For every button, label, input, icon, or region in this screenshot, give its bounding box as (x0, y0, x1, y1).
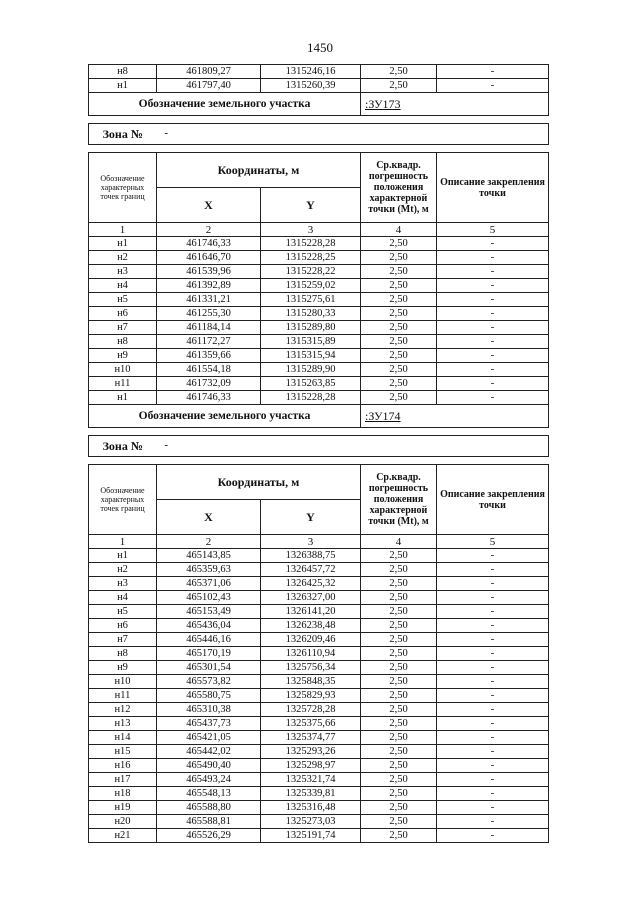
table-row (89, 633, 549, 647)
table-row (89, 563, 549, 577)
parcel-label: Обозначение земельного участка (89, 93, 361, 116)
column-number-row (89, 535, 549, 549)
header-row (89, 153, 549, 188)
error-cell: 2,50 (361, 237, 437, 251)
x-cell: 465548,13 (157, 787, 261, 801)
y-cell: 1315275,61 (261, 293, 361, 307)
table-row (89, 251, 549, 265)
x-cell: 465493,24 (157, 773, 261, 787)
point-cell: н8 (89, 65, 157, 79)
error-cell: 2,50 (361, 293, 437, 307)
header-error: Ср.квадр. погрешность положения характерной точки (Mt), м (361, 153, 437, 223)
description-cell: - (437, 591, 549, 605)
header-description: Описание закрепления точки (437, 153, 549, 223)
error-cell: 2,50 (361, 335, 437, 349)
header-point: Обозначение характерных точек границ (89, 465, 157, 535)
y-cell: 1315260,39 (261, 79, 361, 93)
table-row (89, 689, 549, 703)
error-cell: 2,50 (361, 703, 437, 717)
point-cell: н3 (89, 577, 157, 591)
x-cell: 461646,70 (157, 251, 261, 265)
description-cell: - (437, 79, 549, 93)
y-cell: 1325316,48 (261, 801, 361, 815)
point-cell: н8 (89, 647, 157, 661)
description-cell: - (437, 675, 549, 689)
spacer-cell (89, 428, 549, 436)
y-cell: 1326238,48 (261, 619, 361, 633)
column-number: 2 (157, 223, 261, 237)
y-cell: 1326457,72 (261, 563, 361, 577)
point-cell: н21 (89, 829, 157, 843)
y-cell: 1325375,66 (261, 717, 361, 731)
column-number: 1 (89, 223, 157, 237)
header-y: Y (261, 500, 361, 535)
point-cell: н6 (89, 619, 157, 633)
point-cell: н19 (89, 801, 157, 815)
spacer-cell (89, 116, 549, 124)
x-cell: 461255,30 (157, 307, 261, 321)
point-cell: н8 (89, 335, 157, 349)
x-cell: 465102,43 (157, 591, 261, 605)
error-cell: 2,50 (361, 717, 437, 731)
error-cell: 2,50 (361, 675, 437, 689)
description-cell: - (437, 335, 549, 349)
point-cell: н2 (89, 251, 157, 265)
point-cell: н9 (89, 661, 157, 675)
x-cell: 465310,38 (157, 703, 261, 717)
description-cell: - (437, 759, 549, 773)
table-row (89, 307, 549, 321)
description-cell: - (437, 731, 549, 745)
error-cell: 2,50 (361, 815, 437, 829)
header-coordinates: Координаты, м (157, 465, 361, 500)
y-cell: 1325293,26 (261, 745, 361, 759)
table-row (89, 759, 549, 773)
point-cell: н2 (89, 563, 157, 577)
y-cell: 1325321,74 (261, 773, 361, 787)
point-cell: н6 (89, 307, 157, 321)
page-number: 1450 (307, 40, 333, 55)
table-row (89, 79, 549, 93)
column-number: 4 (361, 535, 437, 549)
point-cell: н7 (89, 633, 157, 647)
header-y: Y (261, 188, 361, 223)
point-cell: н15 (89, 745, 157, 759)
x-cell: 461359,66 (157, 349, 261, 363)
x-cell: 461331,21 (157, 293, 261, 307)
header-error: Ср.квадр. погрешность положения характерной точки (Mt), м (361, 465, 437, 535)
description-cell: - (437, 391, 549, 405)
table-row (89, 605, 549, 619)
x-cell: 465580,75 (157, 689, 261, 703)
point-cell: н14 (89, 731, 157, 745)
error-cell: 2,50 (361, 349, 437, 363)
error-cell: 2,50 (361, 773, 437, 787)
x-cell: 461809,27 (157, 65, 261, 79)
error-cell: 2,50 (361, 65, 437, 79)
spacer-row (89, 145, 549, 153)
x-cell: 465490,40 (157, 759, 261, 773)
description-cell: - (437, 293, 549, 307)
column-number: 5 (437, 535, 549, 549)
x-cell: 461184,14 (157, 321, 261, 335)
y-cell: 1326388,75 (261, 549, 361, 563)
description-cell: - (437, 549, 549, 563)
point-cell: н12 (89, 703, 157, 717)
column-number: 3 (261, 223, 361, 237)
table-row (89, 293, 549, 307)
point-cell: н17 (89, 773, 157, 787)
description-cell: - (437, 577, 549, 591)
y-cell: 1315228,22 (261, 265, 361, 279)
zone-row (89, 436, 549, 457)
y-cell: 1315259,02 (261, 279, 361, 293)
zone-label: Зона № (89, 124, 157, 145)
table-row (89, 577, 549, 591)
table-row (89, 661, 549, 675)
y-cell: 1325191,74 (261, 829, 361, 843)
y-cell: 1315280,33 (261, 307, 361, 321)
description-cell: - (437, 65, 549, 79)
point-cell: н4 (89, 279, 157, 293)
table-row (89, 815, 549, 829)
spacer-cell (89, 145, 549, 153)
point-cell: н1 (89, 237, 157, 251)
table-row (89, 363, 549, 377)
y-cell: 1325273,03 (261, 815, 361, 829)
x-cell: 465436,04 (157, 619, 261, 633)
point-cell: н9 (89, 349, 157, 363)
error-cell: 2,50 (361, 759, 437, 773)
description-cell: - (437, 377, 549, 391)
header-point: Обозначение характерных точек границ (89, 153, 157, 223)
parcel-title-row (89, 93, 549, 116)
column-number: 5 (437, 223, 549, 237)
error-cell: 2,50 (361, 265, 437, 279)
description-cell: - (437, 363, 549, 377)
parcel-title-row (89, 405, 549, 428)
error-cell: 2,50 (361, 605, 437, 619)
y-cell: 1315315,94 (261, 349, 361, 363)
error-cell: 2,50 (361, 251, 437, 265)
x-cell: 465143,85 (157, 549, 261, 563)
point-cell: н11 (89, 377, 157, 391)
table-row (89, 591, 549, 605)
description-cell: - (437, 307, 549, 321)
spacer-row (89, 457, 549, 465)
x-cell: 465371,06 (157, 577, 261, 591)
point-cell: н1 (89, 79, 157, 93)
x-cell: 461554,18 (157, 363, 261, 377)
table-row (89, 731, 549, 745)
x-cell: 465446,16 (157, 633, 261, 647)
spacer-cell (89, 457, 549, 465)
column-number: 2 (157, 535, 261, 549)
x-cell: 465437,73 (157, 717, 261, 731)
point-cell: н11 (89, 689, 157, 703)
description-cell: - (437, 265, 549, 279)
point-cell: н4 (89, 591, 157, 605)
y-cell: 1325829,93 (261, 689, 361, 703)
spacer-row (89, 428, 549, 436)
table-row (89, 829, 549, 843)
point-cell: н20 (89, 815, 157, 829)
table-row (89, 675, 549, 689)
x-cell: 465442,02 (157, 745, 261, 759)
point-cell: н1 (89, 549, 157, 563)
x-cell: 465153,49 (157, 605, 261, 619)
description-cell: - (437, 717, 549, 731)
description-cell: - (437, 745, 549, 759)
zone-label: Зона № (89, 436, 157, 457)
description-cell: - (437, 661, 549, 675)
error-cell: 2,50 (361, 279, 437, 293)
header-x: X (157, 500, 261, 535)
header-coordinates: Координаты, м (157, 153, 361, 188)
description-cell: - (437, 349, 549, 363)
point-cell: н16 (89, 759, 157, 773)
point-cell: н10 (89, 675, 157, 689)
description-cell: - (437, 787, 549, 801)
error-cell: 2,50 (361, 731, 437, 745)
error-cell: 2,50 (361, 563, 437, 577)
x-cell: 465573,82 (157, 675, 261, 689)
column-number: 1 (89, 535, 157, 549)
y-cell: 1315289,90 (261, 363, 361, 377)
description-cell: - (437, 633, 549, 647)
point-cell: н5 (89, 293, 157, 307)
y-cell: 1315315,89 (261, 335, 361, 349)
x-cell: 461746,33 (157, 237, 261, 251)
parcel-cadastral-number: :ЗУ174 (361, 405, 549, 428)
y-cell: 1325848,35 (261, 675, 361, 689)
coordinates-table (88, 64, 549, 843)
zone-row (89, 124, 549, 145)
error-cell: 2,50 (361, 377, 437, 391)
table-row (89, 349, 549, 363)
x-cell: 465301,54 (157, 661, 261, 675)
table-row (89, 265, 549, 279)
x-cell: 465588,81 (157, 815, 261, 829)
description-cell: - (437, 829, 549, 843)
y-cell: 1315246,16 (261, 65, 361, 79)
point-cell: н3 (89, 265, 157, 279)
x-cell: 465526,29 (157, 829, 261, 843)
column-number-row (89, 223, 549, 237)
error-cell: 2,50 (361, 633, 437, 647)
y-cell: 1325728,28 (261, 703, 361, 717)
spacer-row (89, 116, 549, 124)
zone-value: - (157, 124, 549, 145)
description-cell: - (437, 689, 549, 703)
table-row (89, 703, 549, 717)
description-cell: - (437, 703, 549, 717)
x-cell: 465421,05 (157, 731, 261, 745)
x-cell: 465170,19 (157, 647, 261, 661)
description-cell: - (437, 237, 549, 251)
table-row (89, 619, 549, 633)
y-cell: 1326425,32 (261, 577, 361, 591)
error-cell: 2,50 (361, 363, 437, 377)
y-cell: 1325298,97 (261, 759, 361, 773)
header-row (89, 465, 549, 500)
x-cell: 461732,09 (157, 377, 261, 391)
y-cell: 1325374,77 (261, 731, 361, 745)
y-cell: 1315228,25 (261, 251, 361, 265)
description-cell: - (437, 605, 549, 619)
x-cell: 461746,33 (157, 391, 261, 405)
y-cell: 1325756,34 (261, 661, 361, 675)
y-cell: 1326141,20 (261, 605, 361, 619)
table-row (89, 773, 549, 787)
error-cell: 2,50 (361, 391, 437, 405)
error-cell: 2,50 (361, 619, 437, 633)
table-row (89, 335, 549, 349)
y-cell: 1326110,94 (261, 647, 361, 661)
x-cell: 461172,27 (157, 335, 261, 349)
error-cell: 2,50 (361, 321, 437, 335)
error-cell: 2,50 (361, 745, 437, 759)
point-cell: н7 (89, 321, 157, 335)
x-cell: 461392,89 (157, 279, 261, 293)
table-row (89, 801, 549, 815)
table-row (89, 647, 549, 661)
header-x: X (157, 188, 261, 223)
y-cell: 1326327,00 (261, 591, 361, 605)
x-cell: 465588,80 (157, 801, 261, 815)
error-cell: 2,50 (361, 79, 437, 93)
error-cell: 2,50 (361, 549, 437, 563)
column-number: 4 (361, 223, 437, 237)
point-cell: н18 (89, 787, 157, 801)
error-cell: 2,50 (361, 647, 437, 661)
x-cell: 461797,40 (157, 79, 261, 93)
description-cell: - (437, 251, 549, 265)
table-row (89, 391, 549, 405)
table-row (89, 549, 549, 563)
description-cell: - (437, 279, 549, 293)
error-cell: 2,50 (361, 577, 437, 591)
error-cell: 2,50 (361, 801, 437, 815)
description-cell: - (437, 321, 549, 335)
description-cell: - (437, 647, 549, 661)
y-cell: 1315263,85 (261, 377, 361, 391)
x-cell: 461539,96 (157, 265, 261, 279)
table-row (89, 745, 549, 759)
table-row (89, 279, 549, 293)
x-cell: 465359,63 (157, 563, 261, 577)
error-cell: 2,50 (361, 307, 437, 321)
y-cell: 1315289,80 (261, 321, 361, 335)
table-row (89, 787, 549, 801)
point-cell: н10 (89, 363, 157, 377)
column-number: 3 (261, 535, 361, 549)
description-cell: - (437, 563, 549, 577)
error-cell: 2,50 (361, 829, 437, 843)
description-cell: - (437, 773, 549, 787)
zone-value: - (157, 436, 549, 457)
point-cell: н5 (89, 605, 157, 619)
table-row (89, 237, 549, 251)
parcel-label: Обозначение земельного участка (89, 405, 361, 428)
point-cell: н1 (89, 391, 157, 405)
y-cell: 1325339,81 (261, 787, 361, 801)
table-row (89, 321, 549, 335)
description-cell: - (437, 619, 549, 633)
y-cell: 1315228,28 (261, 391, 361, 405)
description-cell: - (437, 801, 549, 815)
y-cell: 1315228,28 (261, 237, 361, 251)
table-row (89, 717, 549, 731)
point-cell: н13 (89, 717, 157, 731)
parcel-cadastral-number: :ЗУ173 (361, 93, 549, 116)
error-cell: 2,50 (361, 787, 437, 801)
table-row (89, 65, 549, 79)
error-cell: 2,50 (361, 661, 437, 675)
error-cell: 2,50 (361, 689, 437, 703)
error-cell: 2,50 (361, 591, 437, 605)
y-cell: 1326209,46 (261, 633, 361, 647)
header-description: Описание закрепления точки (437, 465, 549, 535)
table-row (89, 377, 549, 391)
description-cell: - (437, 815, 549, 829)
